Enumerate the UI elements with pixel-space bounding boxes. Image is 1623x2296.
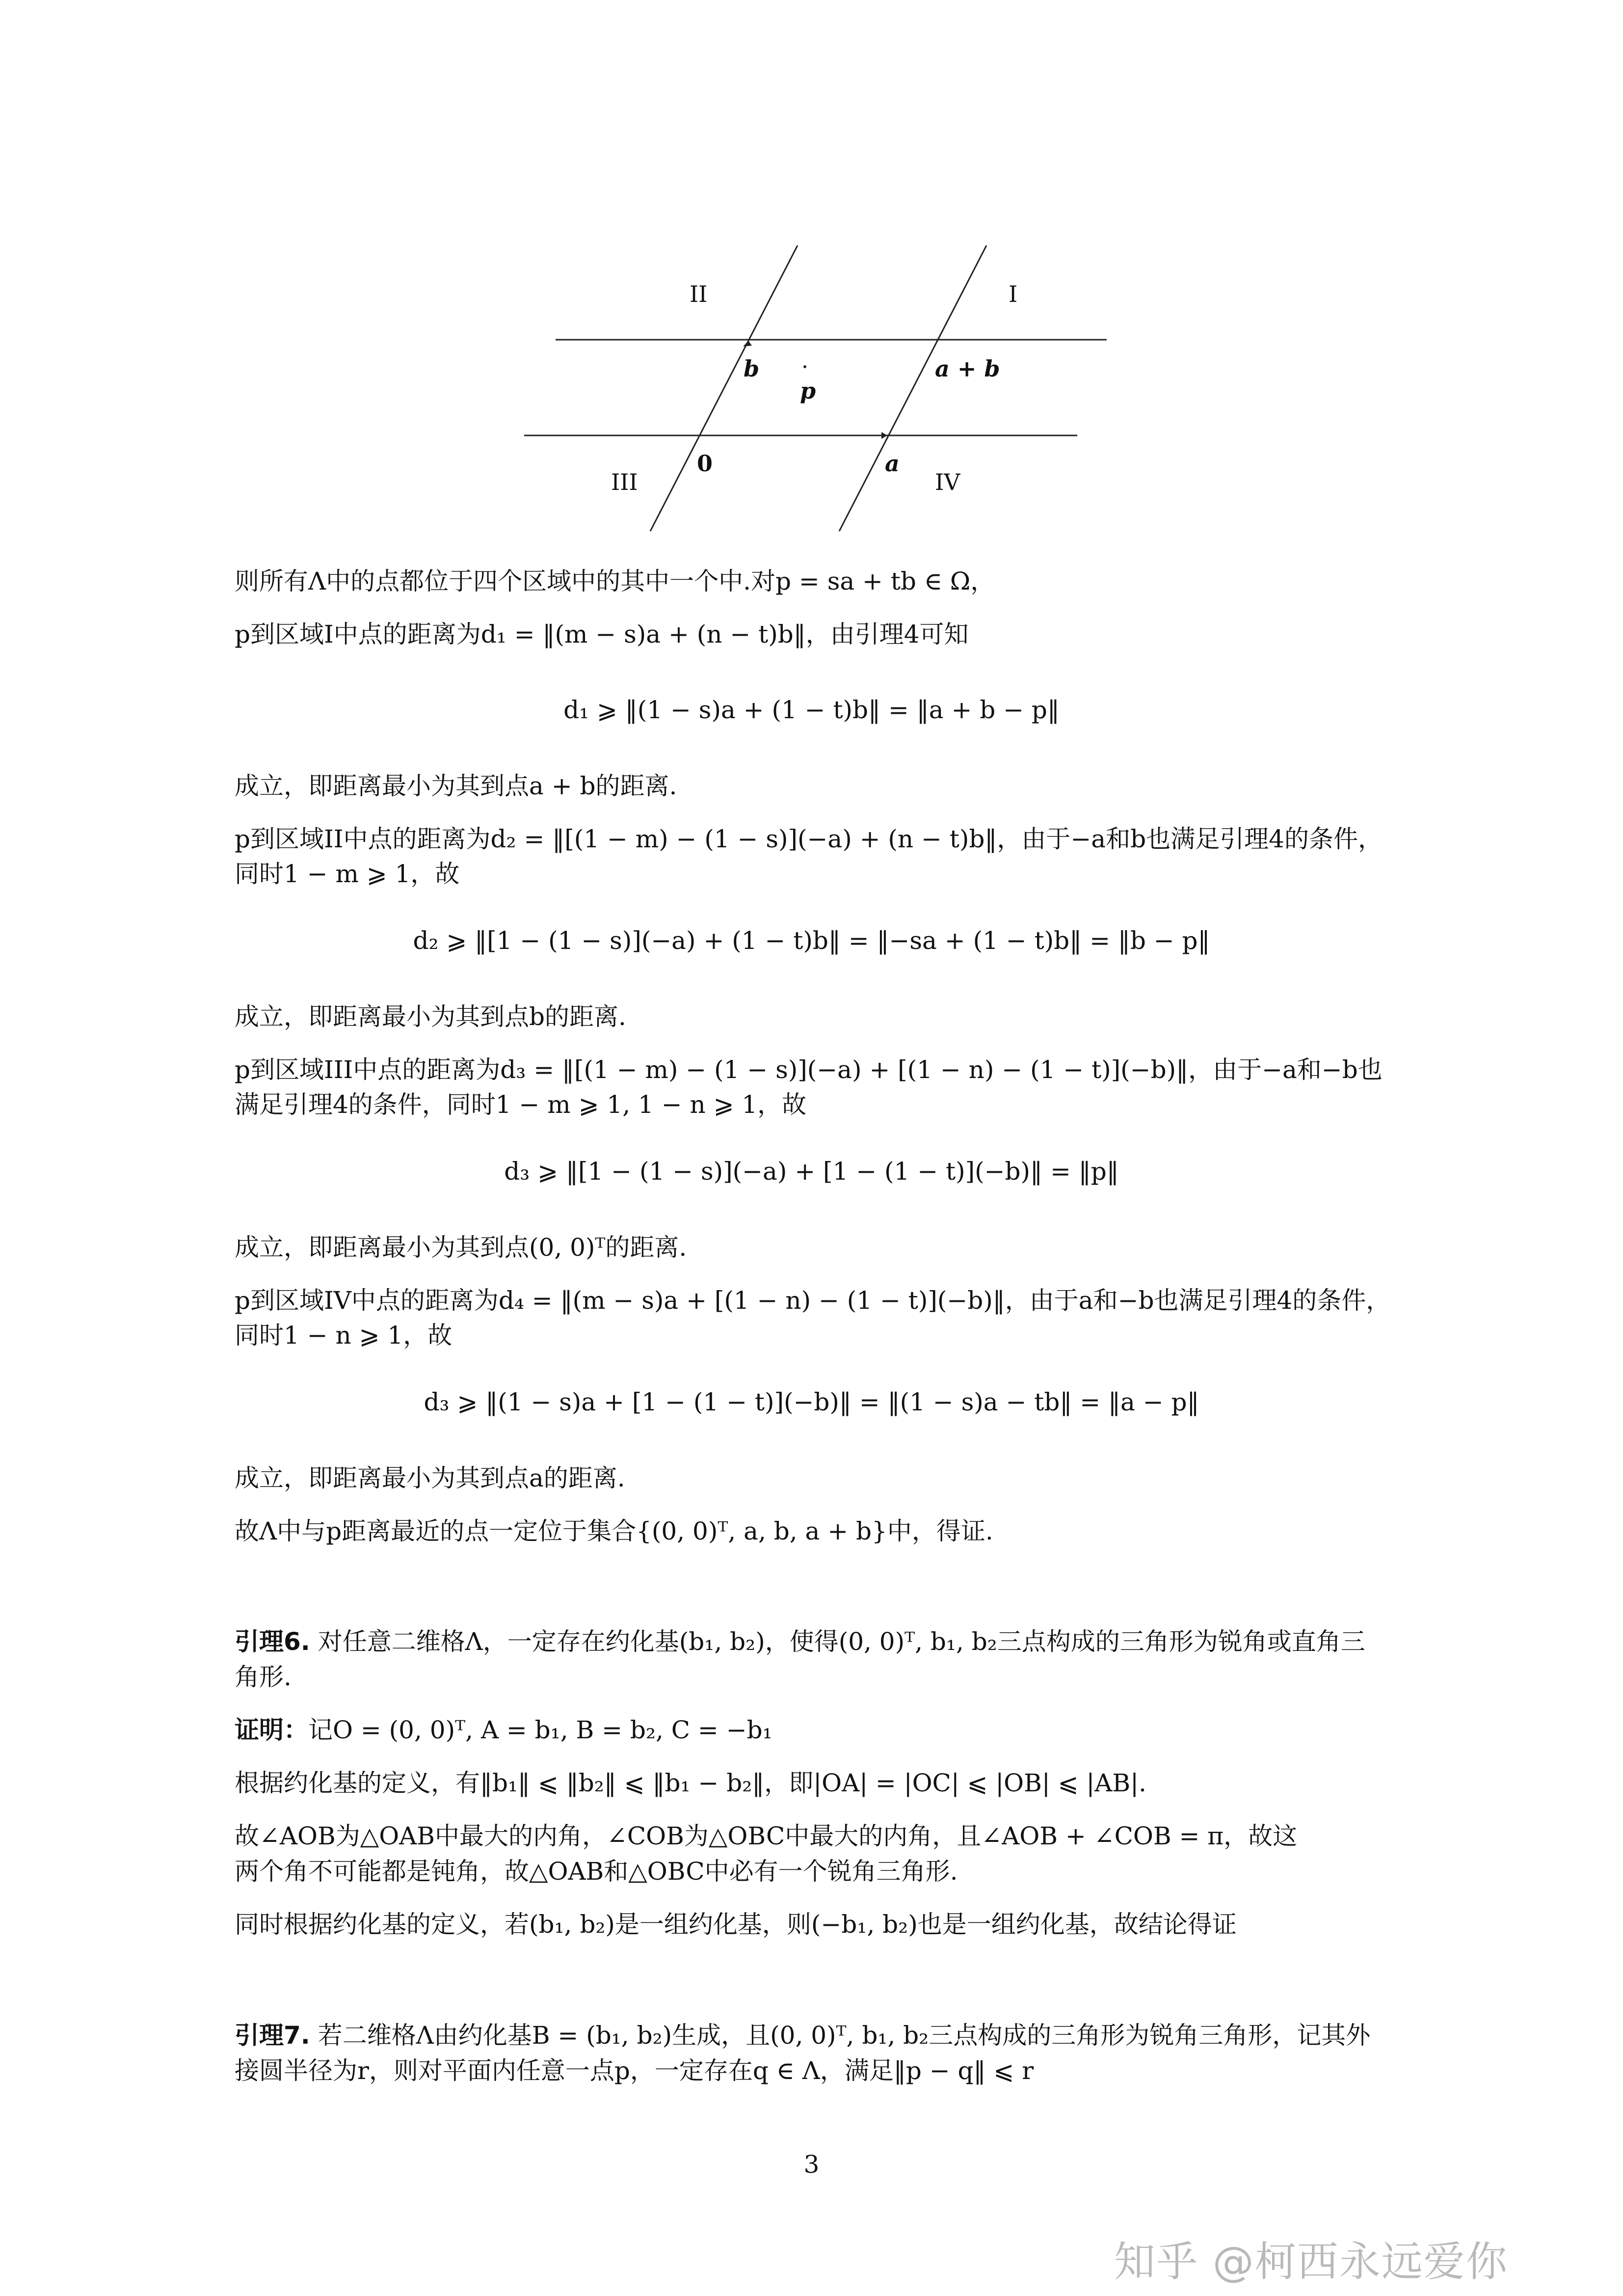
point-p-label: p — [800, 378, 816, 404]
page-number: 3 — [803, 2150, 820, 2179]
lemma6-proof-p2: 故∠AOB为△OAB中最大的内角，∠COB为△OBC中最大的内角，且∠AOB + ∠COB = π，故这 — [235, 1822, 1298, 1850]
vector-a-plus-b-label: a + b — [935, 355, 1000, 382]
lemma7-text-line2: 接圆半径为r，则对平面内任意一点p，一定存在q ∈ Λ，满足‖p − q‖ ⩽ r — [235, 2056, 1034, 2085]
lattice-region-figure — [0, 0, 1623, 550]
region-III-label: III — [611, 469, 638, 495]
point-p-dot — [803, 365, 806, 368]
equation-d4: d₃ ⩾ ‖(1 − s)a + [1 − (1 − t)](−b)‖ = ‖(1 − s)a − tb‖ = ‖a − p‖ — [424, 1388, 1199, 1416]
vector-b-label: b — [744, 355, 760, 382]
text-region-III-distance: p到区域III中点的距离为d₃ = ‖[(1 − m) − (1 − s)](−a) + [(1 − n) − (1 − t)](−b)‖，由于−a和−b也 — [235, 1055, 1383, 1084]
equation-d3: d₃ ⩾ ‖[1 − (1 − s)](−a) + [1 − (1 − t)](−b)‖ = ‖p‖ — [504, 1157, 1119, 1186]
right-slanted-line — [839, 245, 986, 531]
region-IV-label: IV — [935, 469, 960, 495]
lemma6-label: 引理6. — [235, 1627, 310, 1656]
lemma6-text-line1: 对任意二维格Λ，一定存在约化基(b₁, b₂)，使得(0, 0)ᵀ, b₁, b₂三点构成的三角形为锐角或直角三 — [310, 1627, 1365, 1656]
origin-label: 0 — [697, 450, 713, 477]
lemma6-proof-p1: 根据约化基的定义，有‖b₁‖ ⩽ ‖b₂‖ ⩽ ‖b₁ − b₂‖，即|OA| = |OC| ⩽ |OB| ⩽ |AB|. — [235, 1769, 1146, 1797]
text-region-I-distance: p到区域I中点的距离为d₁ = ‖(m − s)a + (n − t)b‖，由引理4可知 — [235, 620, 969, 648]
text-region-IV-distance: p到区域IV中点的距离为d₄ = ‖(m − s)a + [(1 − n) − (1 − t)](−b)‖，由于a和−b也满足引理4的条件， — [235, 1286, 1391, 1315]
proof-label: 证明： — [235, 1716, 308, 1744]
text-region-III-condition: 满足引理4的条件，同时1 − m ⩾ 1, 1 − n ⩾ 1，故 — [235, 1090, 807, 1119]
lemma6-proof-p3: 同时根据约化基的定义，若(b₁, b₂)是一组约化基，则(−b₁, b₂)也是一组约化基，故结论得证 — [235, 1910, 1237, 1939]
region-II-label: II — [690, 281, 708, 307]
lemma6-statement — [235, 1624, 1412, 1659]
vector-a-label: a — [885, 450, 900, 477]
lemma7-text-line1: 若二维格Λ由约化基B = (b₁, b₂)生成，且(0, 0)ᵀ, b₁, b₂三点构成的三角形为锐角三角形，记其外 — [310, 2021, 1371, 2050]
left-slanted-line — [650, 245, 798, 531]
lemma7-label: 引理7. — [235, 2021, 310, 2050]
text-region-I-conclusion: 成立，即距离最小为其到点a + b的距离. — [235, 772, 677, 800]
proof-definitions: 记O = (0, 0)ᵀ, A = b₁, B = b₂, C = −b₁ — [308, 1716, 772, 1744]
text-region-II-condition: 同时1 − m ⩾ 1，故 — [235, 860, 460, 888]
lemma6-proof-start — [235, 1712, 1412, 1748]
watermark: 知乎 @柯西永远爱你 — [1114, 2238, 1508, 2286]
text-regions-intro: 则所有Λ中的点都位于四个区域中的其中一个中.对p = sa + tb ∈ Ω， — [235, 567, 995, 595]
equation-d2: d₂ ⩾ ‖[1 − (1 − s)](−a) + (1 − t)b‖ = ‖−sa + (1 − t)b‖ = ‖b − p‖ — [413, 926, 1210, 955]
text-region-II-conclusion: 成立，即距离最小为其到点b的距离. — [235, 1002, 626, 1031]
text-region-II-distance: p到区域II中点的距离为d₂ = ‖[(1 − m) − (1 − s)](−a) + (n − t)b‖，由于−a和b也满足引理4的条件， — [235, 825, 1383, 853]
lemma6-text-line2: 角形. — [235, 1663, 292, 1691]
text-region-IV-conclusion: 成立，即距离最小为其到点a的距离. — [235, 1464, 625, 1492]
text-region-III-conclusion: 成立，即距离最小为其到点(0, 0)ᵀ的距离. — [235, 1233, 687, 1262]
text-region-IV-condition: 同时1 − n ⩾ 1，故 — [235, 1321, 452, 1350]
arrow-head-a — [881, 432, 887, 439]
equation-d1: d₁ ⩾ ‖(1 − s)a + (1 − t)b‖ = ‖a + b − p‖ — [563, 696, 1060, 724]
text-final-conclusion: 故Λ中与p距离最近的点一定位于集合{(0, 0)ᵀ, a, b, a + b}中，得证. — [235, 1517, 993, 1545]
lemma7-statement — [235, 2018, 1412, 2053]
region-I-label: I — [1009, 281, 1018, 307]
lemma6-proof-p2b: 两个角不可能都是钝角，故△OAB和△OBC中必有一个锐角三角形. — [235, 1857, 958, 1886]
